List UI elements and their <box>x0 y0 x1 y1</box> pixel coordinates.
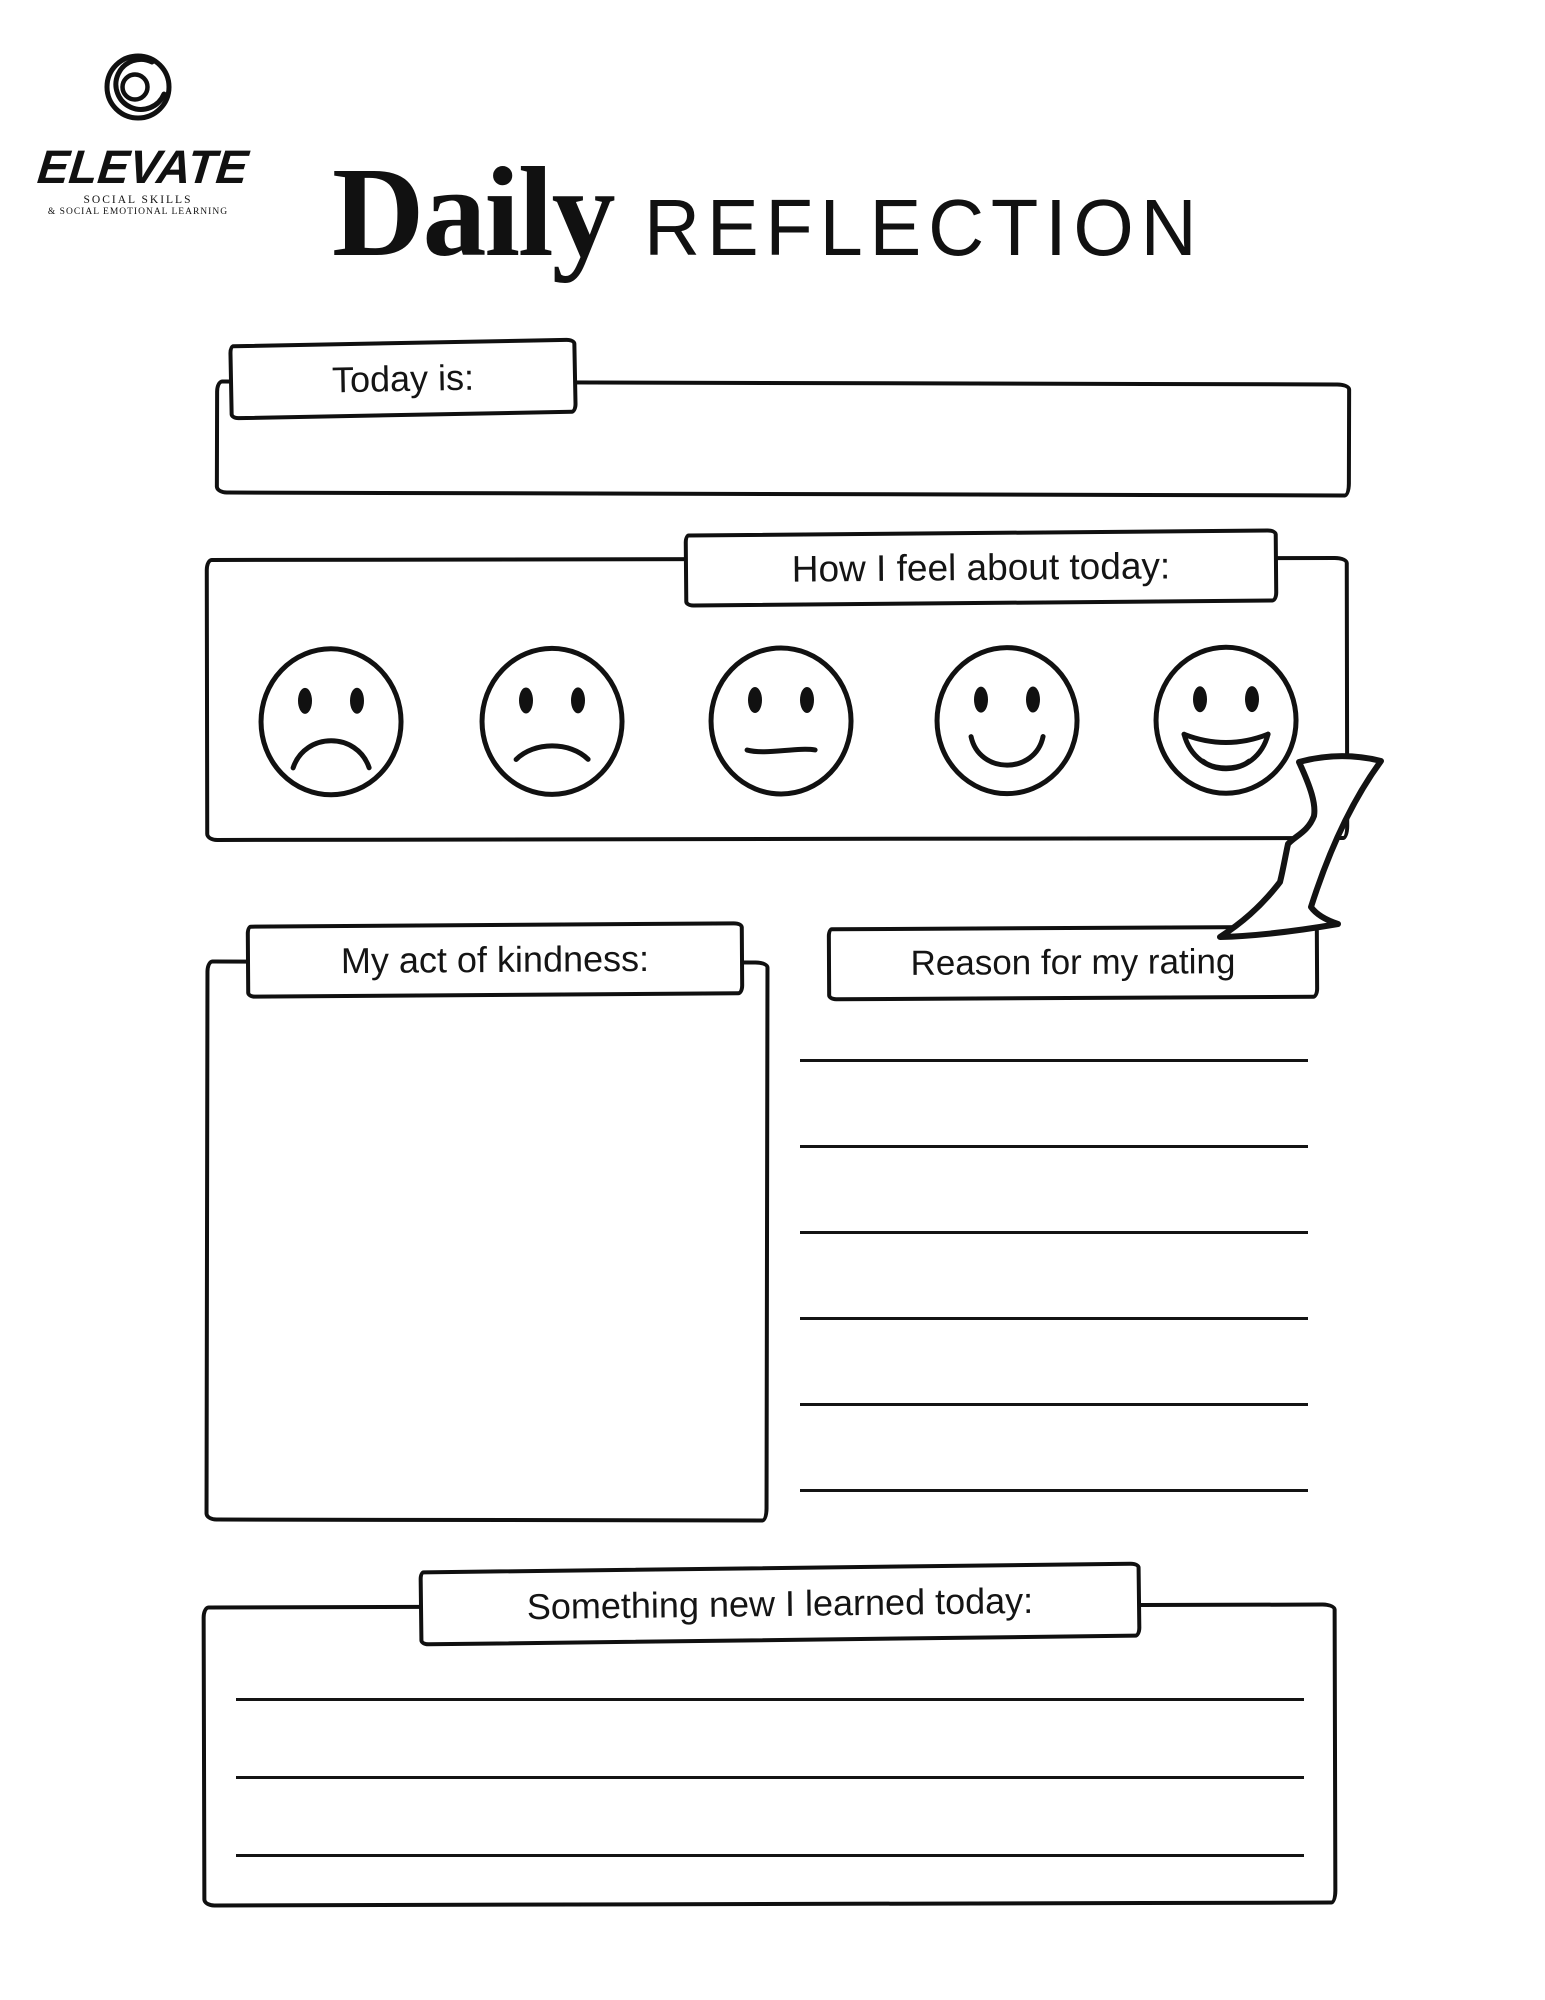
neutral-face-icon <box>705 643 857 799</box>
very-sad-face-icon <box>255 644 407 800</box>
writing-line[interactable] <box>800 1403 1308 1406</box>
logo-brand-text: ELEVATE <box>35 140 251 193</box>
writing-line[interactable] <box>236 1776 1304 1779</box>
logo-tagline-line2: & SOCIAL EMOTIONAL LEARNING <box>47 207 229 217</box>
writing-line[interactable] <box>236 1698 1304 1701</box>
title-word-daily: Daily <box>332 141 614 283</box>
reason-writing-lines[interactable] <box>800 1059 1308 1519</box>
mood-option-sad[interactable] <box>476 643 628 799</box>
learned-writing-lines[interactable] <box>236 1698 1304 1868</box>
learned-label <box>419 1562 1142 1647</box>
date-label-text: Today is: <box>331 356 475 401</box>
writing-line[interactable] <box>800 1231 1308 1234</box>
reason-label-text: Reason for my rating <box>910 942 1236 983</box>
sad-face-icon <box>476 643 628 799</box>
writing-line[interactable] <box>800 1145 1308 1148</box>
happy-face-icon <box>931 642 1083 798</box>
page-title <box>332 141 1220 283</box>
mood-option-very-sad[interactable] <box>255 644 407 800</box>
elevate-logo <box>35 40 251 217</box>
learned-label-text: Something new I learned today: <box>526 1579 1034 1628</box>
mood-option-neutral[interactable] <box>705 643 857 799</box>
date-label <box>228 338 577 421</box>
swirl-circles-icon <box>90 40 186 136</box>
writing-line[interactable] <box>800 1059 1308 1062</box>
kindness-writing-box[interactable] <box>205 960 770 1523</box>
mood-option-happy[interactable] <box>931 642 1083 798</box>
kindness-label-text: My act of kindness: <box>340 937 650 982</box>
writing-line[interactable] <box>236 1854 1304 1857</box>
logo-tagline-line1: SOCIAL SKILLS <box>83 194 193 206</box>
kindness-label <box>246 921 745 998</box>
curved-arrow-down-left-icon <box>1198 740 1388 950</box>
mood-label <box>684 528 1279 607</box>
writing-line[interactable] <box>800 1489 1308 1492</box>
title-word-reflection: REFLECTION <box>643 183 1203 272</box>
writing-line[interactable] <box>800 1317 1308 1320</box>
mood-label-text: How I feel about today: <box>791 545 1171 590</box>
